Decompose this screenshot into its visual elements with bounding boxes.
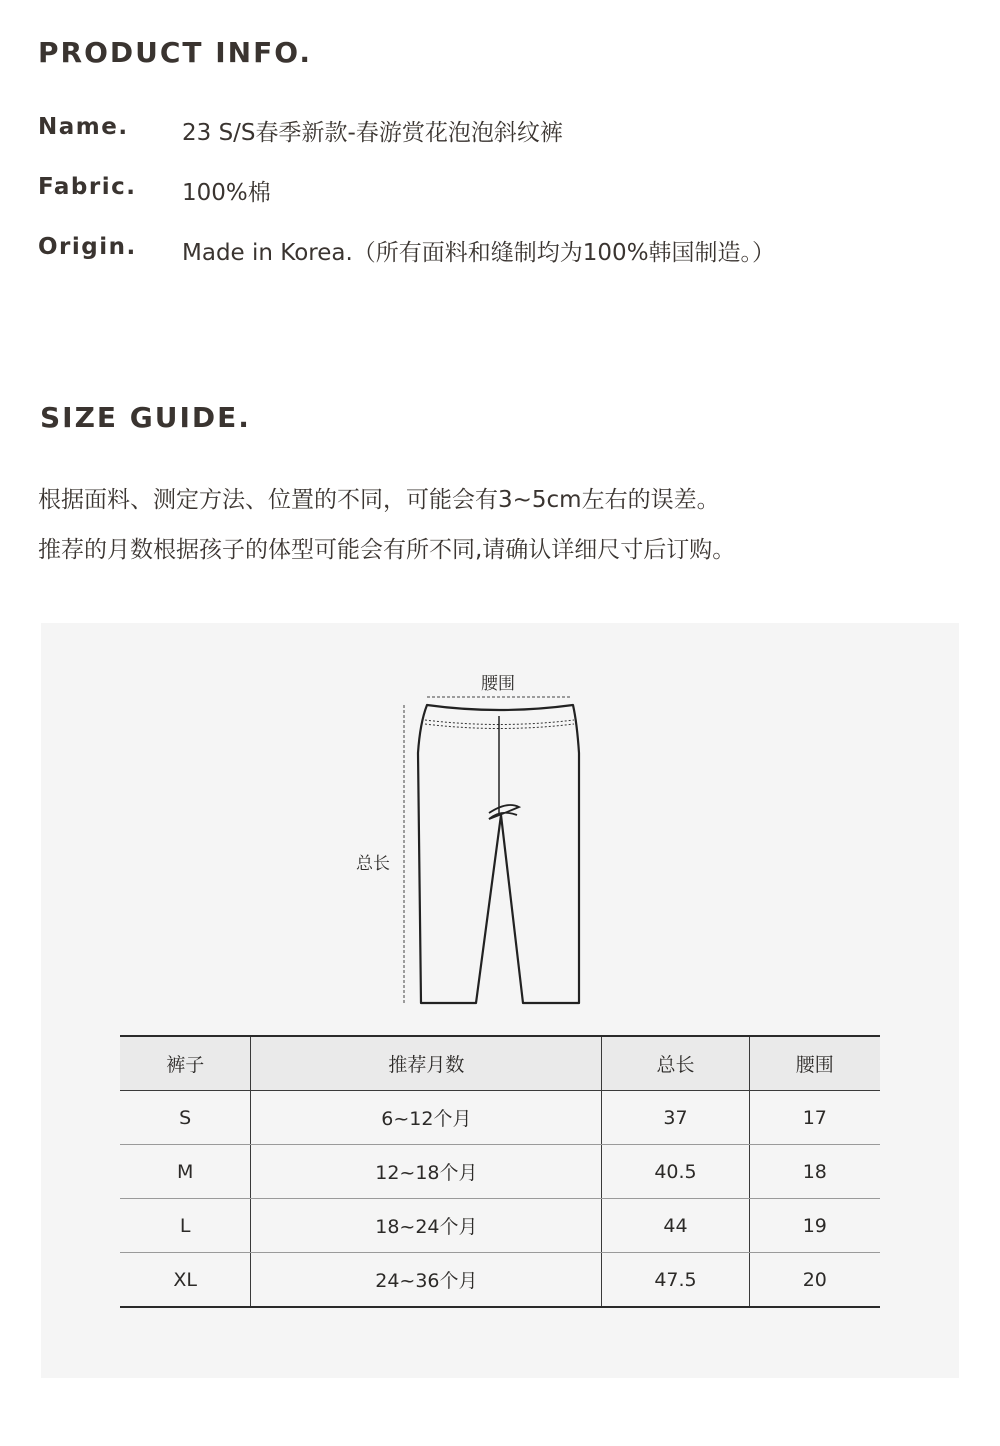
length-cell: 37	[602, 1091, 749, 1145]
header-waist: 腰围	[749, 1036, 880, 1091]
waist-cell: 17	[749, 1091, 880, 1145]
info-row-origin	[38, 234, 978, 274]
months-cell: 24~36个月	[251, 1253, 602, 1308]
origin-value: Made in Korea.（所有面料和缝制均为100%韩国制造。）	[182, 240, 776, 266]
table-header-row	[120, 1036, 880, 1091]
name-value: 23 S/S春季新款-春游赏花泡泡斜纹裤	[182, 120, 563, 146]
size-cell: M	[120, 1145, 251, 1199]
header-pants: 裤子	[120, 1036, 251, 1091]
header-total-length: 总长	[602, 1036, 749, 1091]
waist-cell: 19	[749, 1199, 880, 1253]
size-cell: L	[120, 1199, 251, 1253]
size-chart-panel	[41, 623, 959, 1378]
name-label: Name.	[38, 114, 129, 140]
length-cell: 47.5	[602, 1253, 749, 1308]
table-row	[120, 1199, 880, 1253]
length-cell: 40.5	[602, 1145, 749, 1199]
header-recommended-months: 推荐月数	[251, 1036, 602, 1091]
fabric-value: 100%棉	[182, 180, 271, 206]
measurement-error-note: 根据面料、测定方法、位置的不同，可能会有3~5cm左右的误差。	[38, 487, 720, 513]
length-cell: 44	[602, 1199, 749, 1253]
waist-cell: 18	[749, 1145, 880, 1199]
fabric-label: Fabric.	[38, 174, 137, 200]
product-info-title: PRODUCT INFO.	[38, 36, 313, 69]
info-row-name	[38, 114, 978, 154]
waist-label: 腰围	[481, 674, 515, 694]
size-cell: XL	[120, 1253, 251, 1308]
table-row	[120, 1145, 880, 1199]
total-length-label: 总长	[356, 854, 390, 874]
months-cell: 18~24个月	[251, 1199, 602, 1253]
size-guide-title: SIZE GUIDE.	[40, 401, 251, 434]
size-cell: S	[120, 1091, 251, 1145]
months-cell: 6~12个月	[251, 1091, 602, 1145]
waist-cell: 20	[749, 1253, 880, 1308]
months-cell: 12~18个月	[251, 1145, 602, 1199]
origin-label: Origin.	[38, 234, 137, 260]
info-row-fabric	[38, 174, 978, 214]
size-recommendation-note: 推荐的月数根据孩子的体型可能会有所不同,请确认详细尺寸后订购。	[38, 537, 736, 563]
table-row	[120, 1253, 880, 1308]
size-table	[120, 1035, 880, 1308]
table-row	[120, 1091, 880, 1145]
pants-diagram	[341, 663, 661, 1013]
